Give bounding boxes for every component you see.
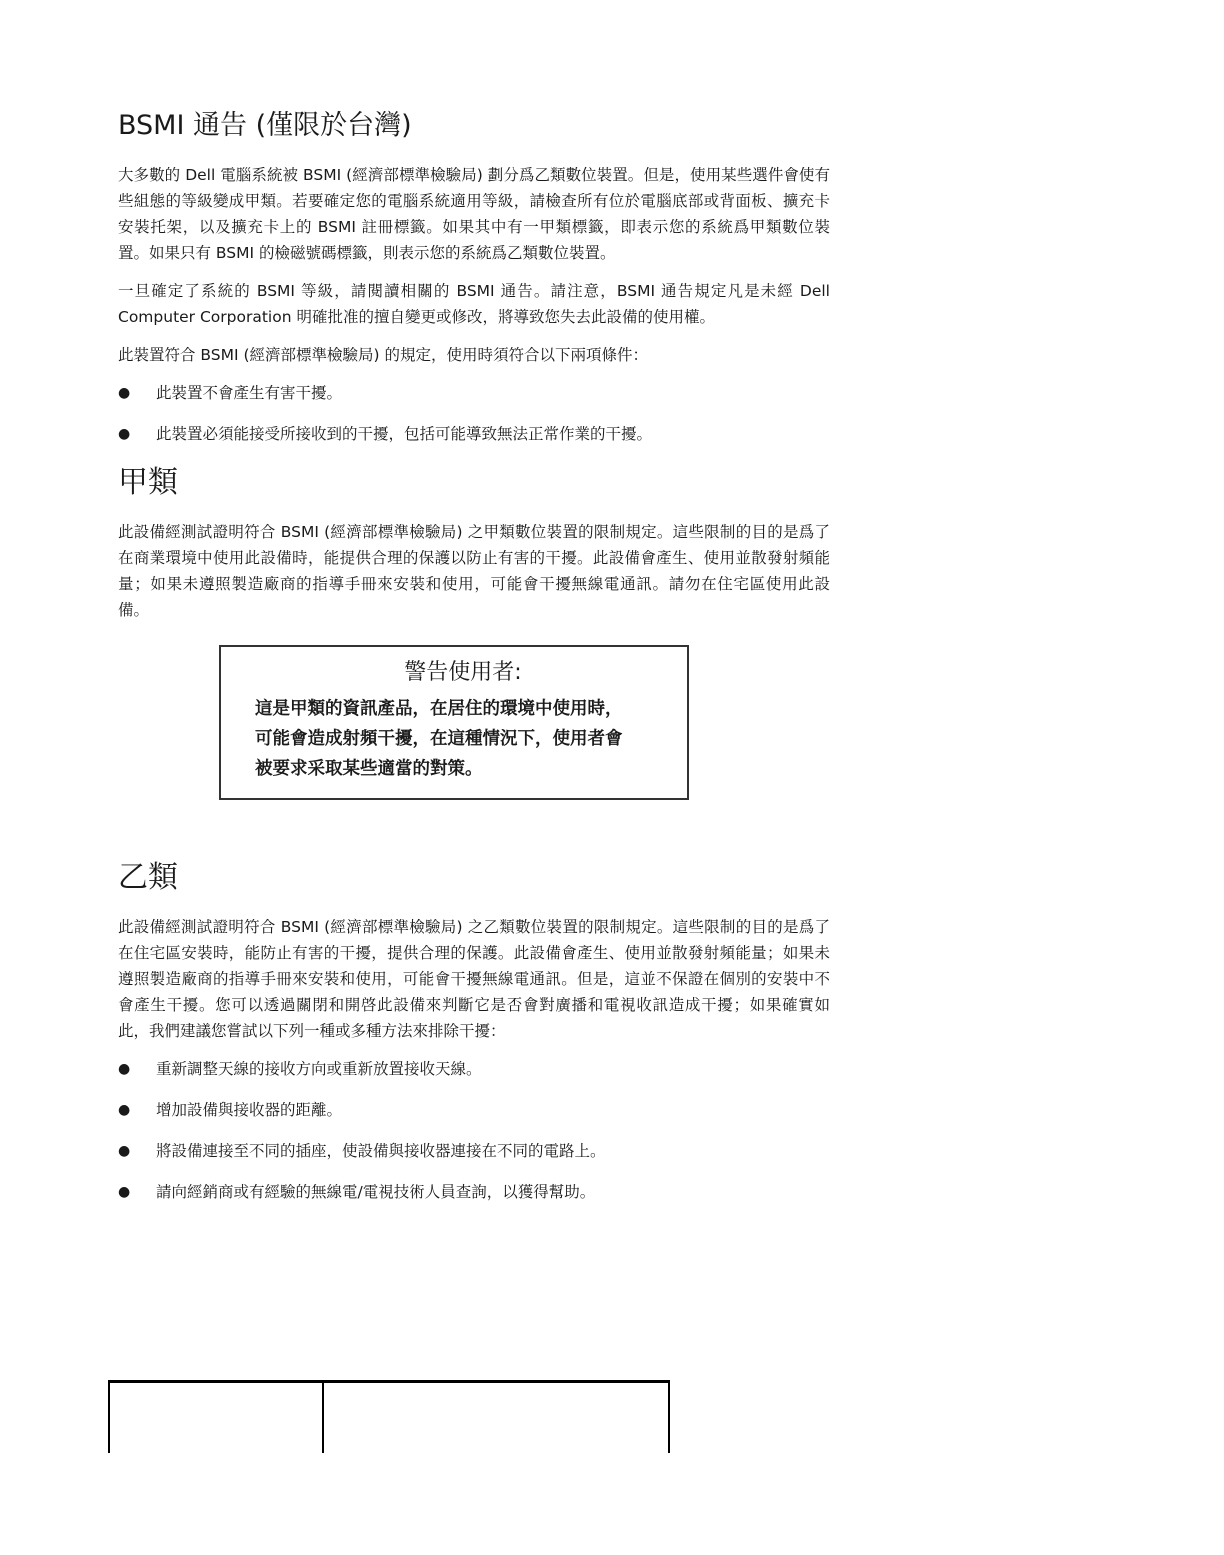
list-item bbox=[118, 1056, 830, 1082]
bsmi-paragraph-3: 此裝置符合 BSMI (經濟部標準檢驗局) 的規定，使用時須符合以下兩項條件： bbox=[118, 346, 649, 365]
warning-line: 被要求采取某些適當的對策。 bbox=[255, 758, 483, 779]
class-a-paragraph: 此設備經測試證明符合 BSMI (經濟部標準檢驗局) 之甲類數位裝置的限制規定。這些限制的目的是爲了在商業環境中使用此設備時，能提供合理的保護以防止有害的干擾。此設備會產生、使用並散發射頻能量；如果未遵照製造廠商的指導手冊來安裝和使用，可能會干擾無線電通訊。請勿在住宅區使用此設備。 bbox=[118, 523, 830, 620]
warning-title: 警告使用者: bbox=[404, 660, 522, 686]
bsmi-notice-title: BSMI 通告 (僅限於台灣) bbox=[118, 110, 412, 141]
class-b-paragraph: 此設備經測試證明符合 BSMI (經濟部標準檢驗局) 之乙類數位裝置的限制規定。這些限制的目的是爲了在住宅區安裝時，能防止有害的干擾，提供合理的保護。此設備會產生、使用並散發射頻能量；如果未遵照製造廠商的指導手冊來安裝和使用，可能會干擾無線電通訊。但是，這並不保證在個別的安裝中不會產生干擾。您可以透過關閉和開啓此設備來判斷它是否會對廣播和電視收訊造成干擾；如果確實如此，我們建議您嘗試以下列一種或多種方法來排除干擾： bbox=[118, 917, 830, 1040]
list-item bbox=[118, 1179, 830, 1205]
bullet-icon: ● bbox=[118, 1183, 131, 1200]
bullet-icon: ● bbox=[118, 1142, 131, 1159]
class-b-heading: 乙類 bbox=[118, 859, 178, 895]
remedy-text: 將設備連接至不同的插座，使設備與接收器連接在不同的電路上。 bbox=[156, 1141, 606, 1160]
document-body bbox=[118, 110, 830, 1223]
warning-container bbox=[118, 645, 830, 800]
condition-text: 此裝置必須能接受所接收到的干擾，包括可能導致無法正常作業的干擾。 bbox=[156, 425, 653, 444]
list-item bbox=[118, 1138, 830, 1164]
bullet-icon: ● bbox=[118, 385, 131, 402]
bsmi-paragraph-2: 一旦確定了系統的 BSMI 等級，請閱讀相關的 BSMI 通告。請注意，BSMI 通告規定凡是未經 Dell Computer Corporation 明確批准的擅自變更或修改，將導致您失去此設備的使用權。 bbox=[118, 282, 830, 327]
footer-table-cell-right bbox=[324, 1383, 668, 1453]
class-b-remedies-list bbox=[118, 1056, 830, 1205]
warning-line: 這是甲類的資訊產品，在居住的環境中使用時， bbox=[255, 698, 623, 719]
footer-table-frame bbox=[108, 1380, 670, 1453]
bullet-icon: ● bbox=[118, 1060, 131, 1077]
footer-table-cell-left bbox=[110, 1383, 324, 1453]
bsmi-paragraph-1: 大多數的 Dell 電腦系統被 BSMI (經濟部標準檢驗局) 劃分爲乙類數位裝置。但是，使用某些選件會使有些組態的等級變成甲類。若要確定您的電腦系統適用等級，請檢查所有位於電腦底部或背面板、擴充卡安裝托架，以及擴充卡上的 BSMI 註冊標籤。如果其中有一甲類標籤，即表示您的系統爲甲類數位裝置。如果只有 BSMI 的檢磁號碼標籤，則表示您的系統爲乙類數位裝置。 bbox=[118, 166, 830, 263]
warning-line: 可能會造成射頻干擾，在這種情況下，使用者會 bbox=[255, 728, 623, 749]
user-warning-box bbox=[219, 645, 689, 800]
list-item bbox=[118, 380, 830, 406]
bsmi-conditions-list bbox=[118, 380, 830, 447]
remedy-text: 請向經銷商或有經驗的無線電/電視技術人員查詢，以獲得幫助。 bbox=[156, 1182, 596, 1201]
class-a-heading: 甲類 bbox=[118, 465, 178, 501]
condition-text: 此裝置不會產生有害干擾。 bbox=[156, 384, 343, 403]
warning-body bbox=[255, 694, 671, 784]
list-item bbox=[118, 1097, 830, 1123]
bullet-icon: ● bbox=[118, 1101, 131, 1118]
list-item bbox=[118, 421, 830, 447]
remedy-text: 重新調整天線的接收方向或重新放置接收天線。 bbox=[156, 1059, 482, 1078]
bullet-icon: ● bbox=[118, 426, 131, 443]
remedy-text: 增加設備與接收器的距離。 bbox=[156, 1100, 343, 1119]
